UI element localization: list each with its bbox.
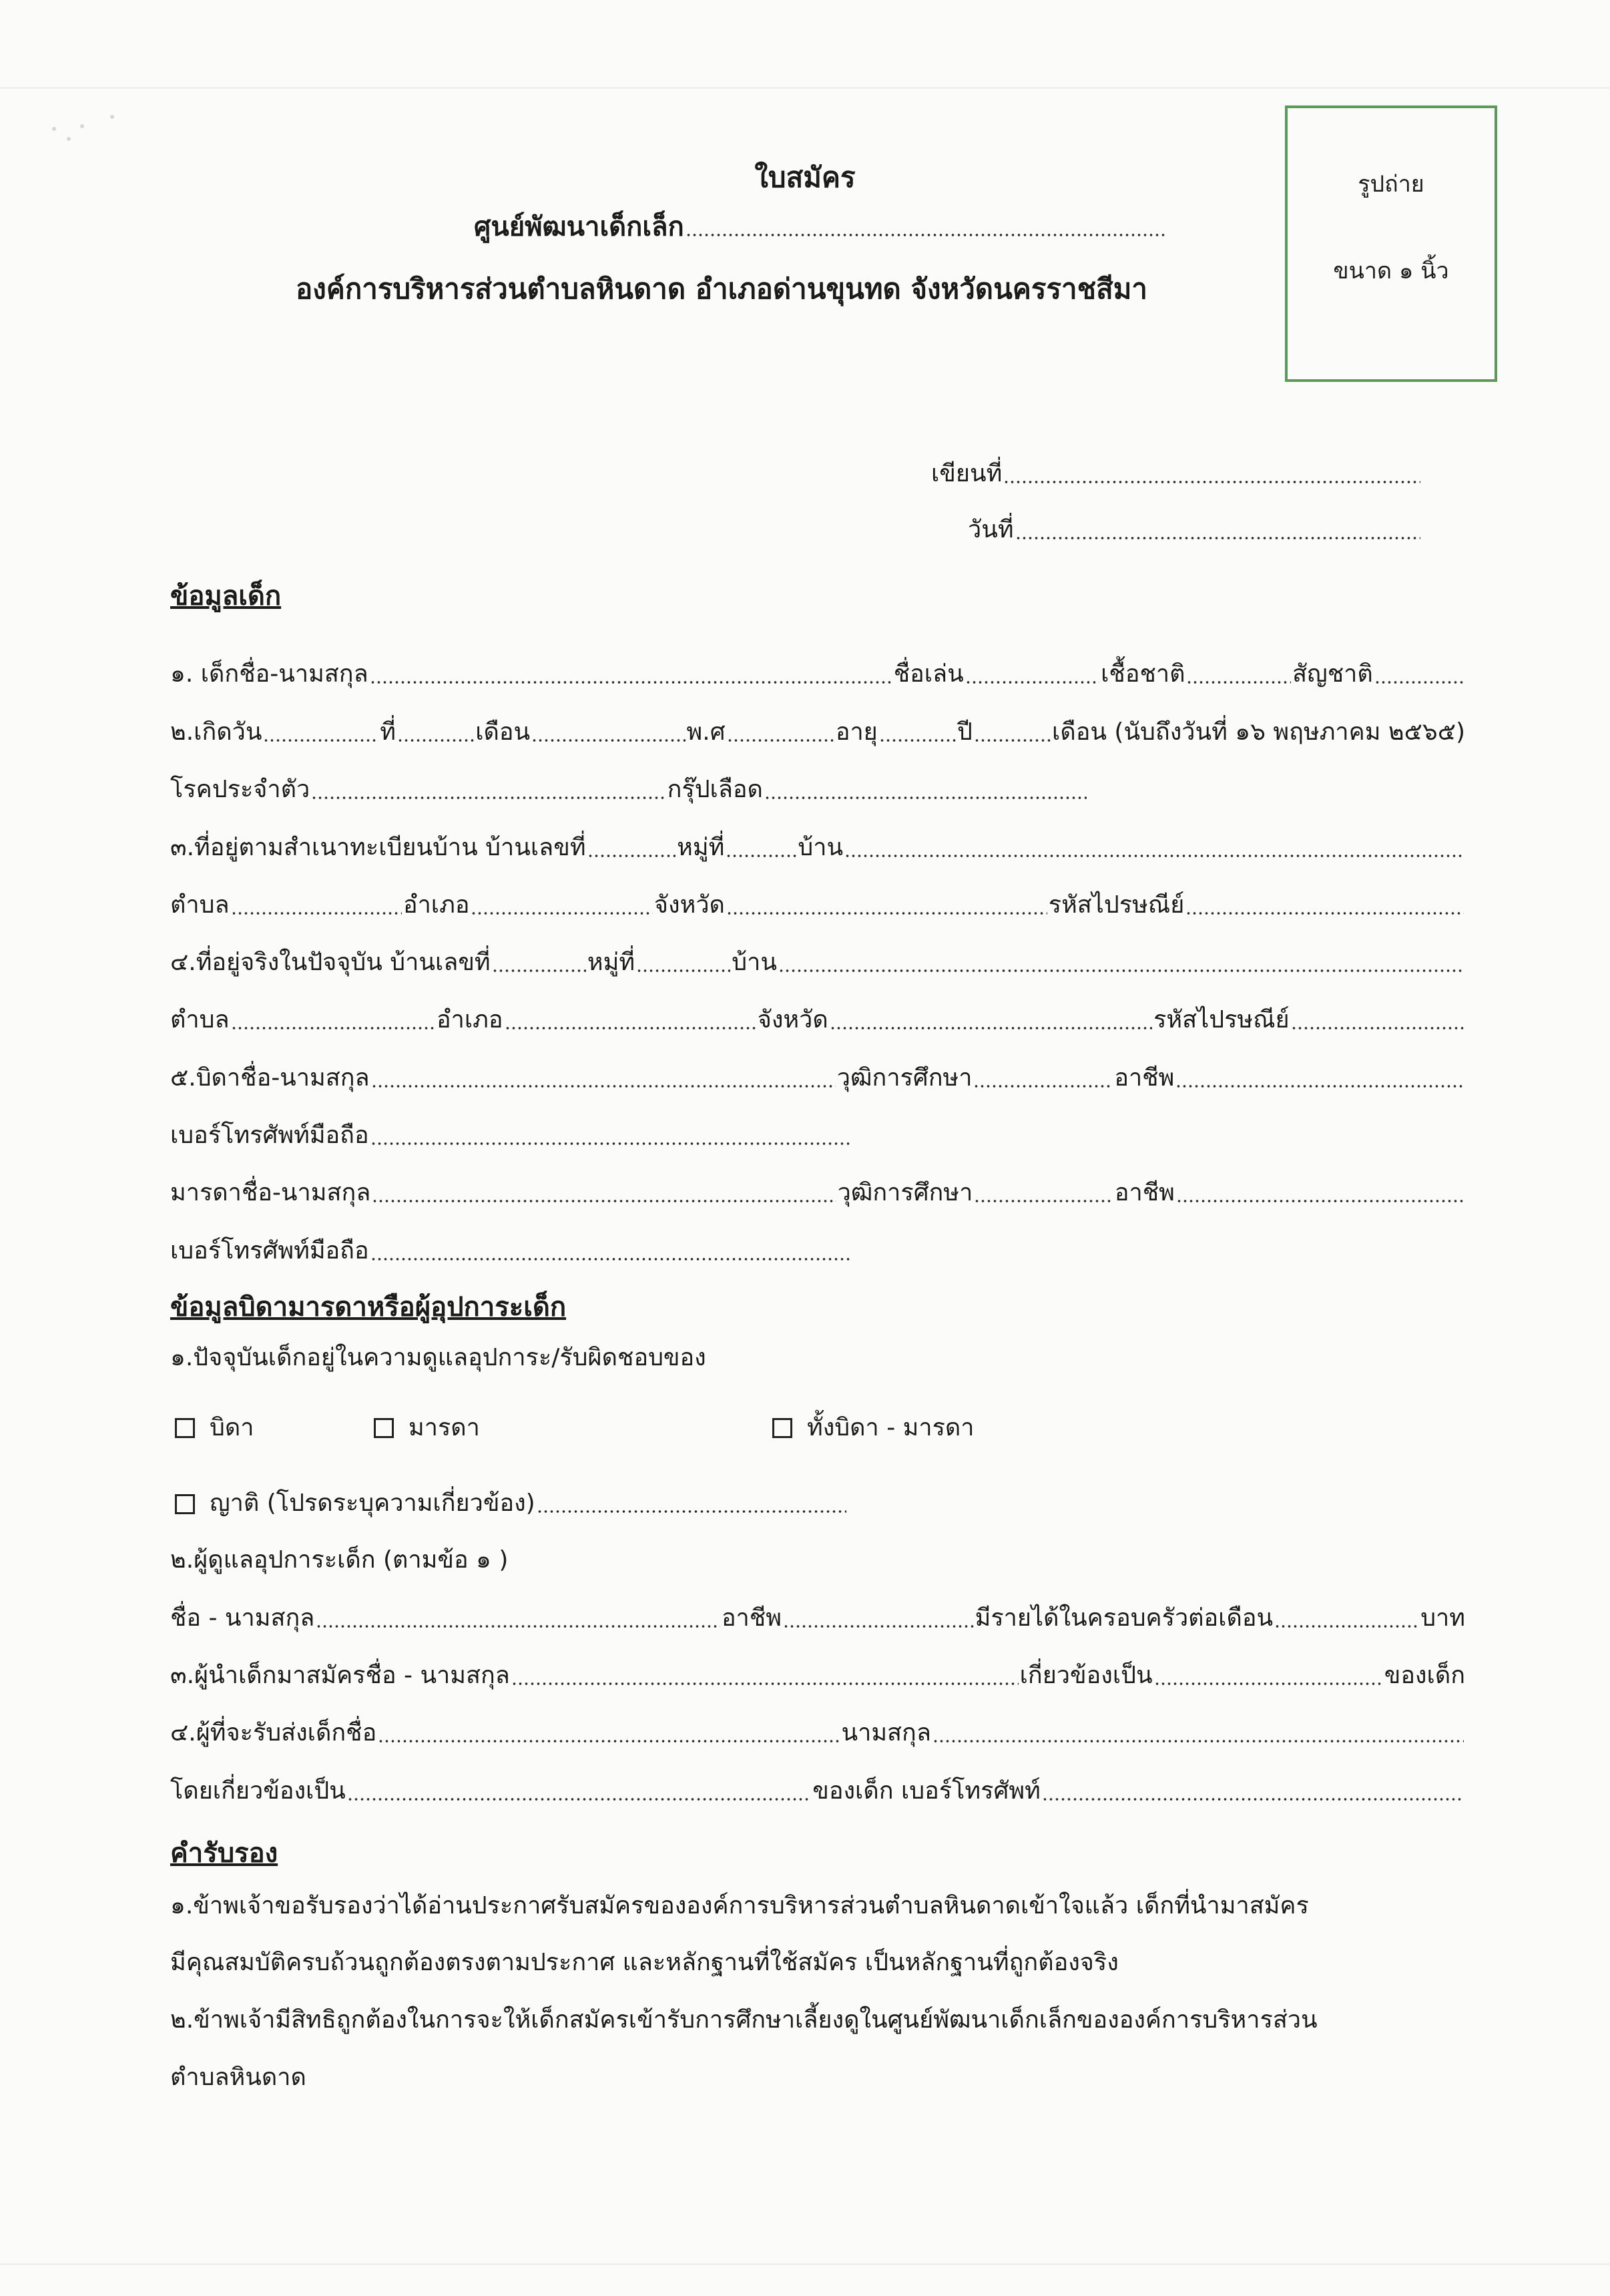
applicant-label: ๓.ผู้นำเด็กมาสมัครชื่อ - นามสกุล [170, 1662, 510, 1689]
photo-size-label: ขนาด ๑ นิ้ว [1333, 258, 1449, 284]
current-address-label: ๔.ที่อยู่จริงในปัจจุบัน บ้านเลขที่ [170, 949, 491, 976]
certification-paragraph-2a: ๒.ข้าพเจ้ามีสิทธิถูกต้องในการจะให้เด็กสมัครเข้ารับการศึกษาเลี้ยงดูในศูนย์พัฒนาเด็กเล็กขององค์การบริหารส่วน [170, 2006, 1318, 2034]
postal-label: รหัสไปรษณีย์ [1048, 891, 1185, 919]
guardian-occupation-label: อาชีพ [721, 1604, 782, 1632]
checkbox[interactable] [175, 1494, 195, 1514]
guardian-name-label: ชื่อ - นามสกุล [170, 1604, 315, 1632]
race-label: เชื้อชาติ [1101, 660, 1185, 688]
date-label: วันที่ [968, 516, 1014, 543]
scan-speck [52, 127, 56, 131]
nationality-label: สัญชาติ [1292, 660, 1373, 688]
certification-paragraph-2b: ตำบลหินดาด [170, 2064, 306, 2091]
center-name-label: ศูนย์พัฒนาเด็กเล็ก [474, 212, 684, 242]
scan-speck [110, 115, 114, 119]
occupation-label: อาชีพ [1114, 1064, 1175, 1092]
option-both-label: ทั้งบิดา - มารดา [807, 1414, 975, 1441]
mother-mobile-row[interactable] [170, 1234, 851, 1269]
current-address-row[interactable] [170, 945, 1465, 980]
certification-paragraph-1a: ๑.ข้าพเจ้าขอรับรองว่าได้อ่านประกาศรับสมัครขององค์การบริหารส่วนตำบลหินดาดเข้าใจแล้ว เด็กที่นำมาสมัคร [170, 1892, 1309, 1919]
checkbox[interactable] [175, 1418, 195, 1438]
option-father-label: บิดา [210, 1414, 254, 1441]
father-mobile-row[interactable] [170, 1118, 851, 1153]
related-as-label: โดยเกี่ยวข้องเป็น [170, 1777, 346, 1805]
scan-speck [80, 124, 84, 128]
age-label: อายุ [835, 718, 878, 746]
child-info-heading: ข้อมูลเด็ก [170, 581, 282, 612]
father-row[interactable] [170, 1061, 1465, 1096]
amphoe-label: อำเภอ [402, 891, 470, 919]
applicant-row[interactable] [170, 1658, 1465, 1693]
pickup-relation-row[interactable] [170, 1774, 1465, 1809]
photo-box [1285, 105, 1497, 382]
option-both-parents[interactable] [772, 1411, 975, 1445]
guardian-question-1: ๑.ปัจจุบันเด็กอยู่ในความดูแลอุปการะ/รับผิดชอบของ [170, 1344, 706, 1371]
nickname-label: ชื่อเล่น [893, 660, 964, 688]
center-name-line[interactable] [474, 210, 1168, 244]
blood-type-label: กรุ๊ปเลือด [667, 776, 763, 803]
age-years-label: ปี [957, 718, 973, 746]
child-name-row[interactable] [170, 657, 1465, 692]
option-mother[interactable] [374, 1411, 480, 1445]
day-label: ที่ [380, 718, 396, 746]
disease-row[interactable] [170, 772, 1088, 807]
mobile-label: เบอร์โทรศัพท์มือถือ [170, 1122, 369, 1149]
tambon-label: ตำบล [170, 1006, 230, 1034]
tambon-label: ตำบล [170, 891, 230, 919]
postal-label: รหัสไปรษณีย์ [1153, 1006, 1290, 1034]
moo-label: หมู่ที่ [587, 949, 635, 976]
registered-address-label: ๓.ที่อยู่ตามสำเนาทะเบียนบ้าน บ้านเลขที่ [170, 834, 586, 861]
form-title: ใบสมัคร [754, 161, 856, 194]
certification-paragraph-1b: มีคุณสมบัติครบถ้วนถูกต้องตรงตามประกาศ และหลักฐานที่ใช้สมัคร เป็นหลักฐานที่ถูกต้องจริง [170, 1949, 1119, 1976]
of-child-label: ของเด็ก [1384, 1662, 1465, 1689]
scan-speck [67, 137, 71, 141]
born-label: ๒.เกิดวัน [170, 718, 262, 746]
pickup-person-label: ๔.ผู้ที่จะรับส่งเด็กชื่อ [170, 1719, 377, 1747]
month-label: เดือน [475, 718, 531, 746]
province-label: จังหวัด [653, 891, 725, 919]
option-mother-label: มารดา [409, 1414, 480, 1441]
village-label: บ้าน [798, 834, 844, 861]
guardian-name-row[interactable] [170, 1601, 1465, 1636]
photo-label: รูปถ่าย [1358, 171, 1424, 198]
age-months-label: เดือน (นับถึงวันที่ ๑๖ พฤษภาคม ๒๕๖๕) [1052, 718, 1466, 746]
checkbox[interactable] [374, 1418, 394, 1438]
written-at-label: เขียนที่ [931, 460, 1003, 487]
written-at-field[interactable] [931, 457, 1422, 491]
certification-heading: คำรับรอง [170, 1838, 278, 1869]
child-name-label: ๑. เด็กชื่อ-นามสกุล [170, 660, 368, 688]
village-label: บ้าน [732, 949, 777, 976]
registered-address-row[interactable] [170, 831, 1465, 865]
date-field[interactable] [968, 513, 1422, 547]
birth-row[interactable] [170, 715, 1465, 750]
option-relative-label: ญาติ (โปรดระบุความเกี่ยวข้อง) [210, 1489, 535, 1517]
guardian-info-heading: ข้อมูลบิดามารดาหรือผู้อุปการะเด็ก [170, 1292, 567, 1323]
option-father[interactable] [175, 1411, 254, 1445]
current-address-row-2[interactable] [170, 1003, 1465, 1038]
organization-line: องค์การบริหารส่วนตำบลหินดาด อำเภอด่านขุนทด จังหวัดนครราชสีมา [295, 272, 1148, 305]
mobile-label: เบอร์โทรศัพท์มือถือ [170, 1237, 369, 1265]
moo-label: หมู่ที่ [677, 834, 725, 861]
occupation-label: อาชีพ [1114, 1179, 1175, 1206]
checkbox[interactable] [772, 1418, 792, 1438]
scan-artifact [0, 87, 1610, 89]
mother-name-label: มารดาชื่อ-นามสกุล [170, 1179, 371, 1206]
father-name-label: ๕.บิดาชื่อ-นามสกุล [170, 1064, 370, 1092]
mother-row[interactable] [170, 1176, 1465, 1210]
of-child-phone-label: ของเด็ก เบอร์โทรศัพท์ [812, 1777, 1041, 1805]
income-label: มีรายได้ในครอบครัวต่อเดือน [975, 1604, 1274, 1632]
province-label: จังหวัด [757, 1006, 828, 1034]
registered-address-row-2[interactable] [170, 888, 1465, 923]
education-label: วุฒิการศึกษา [836, 1064, 973, 1092]
related-label: เกี่ยวข้องเป็น [1019, 1662, 1153, 1689]
amphoe-label: อำเภอ [437, 1006, 503, 1034]
surname-label: นามสกุล [841, 1719, 931, 1747]
baht-label: บาท [1420, 1604, 1465, 1632]
disease-label: โรคประจำตัว [170, 776, 310, 803]
scan-artifact [0, 2263, 1610, 2265]
education-label: วุฒิการศึกษา [837, 1179, 973, 1206]
option-relative[interactable] [175, 1486, 848, 1521]
pickup-person-row[interactable] [170, 1716, 1465, 1751]
guardian-question-2: ๒.ผู้ดูแลอุปการะเด็ก (ตามข้อ ๑ ) [170, 1546, 509, 1574]
year-label: พ.ศ [686, 718, 726, 746]
